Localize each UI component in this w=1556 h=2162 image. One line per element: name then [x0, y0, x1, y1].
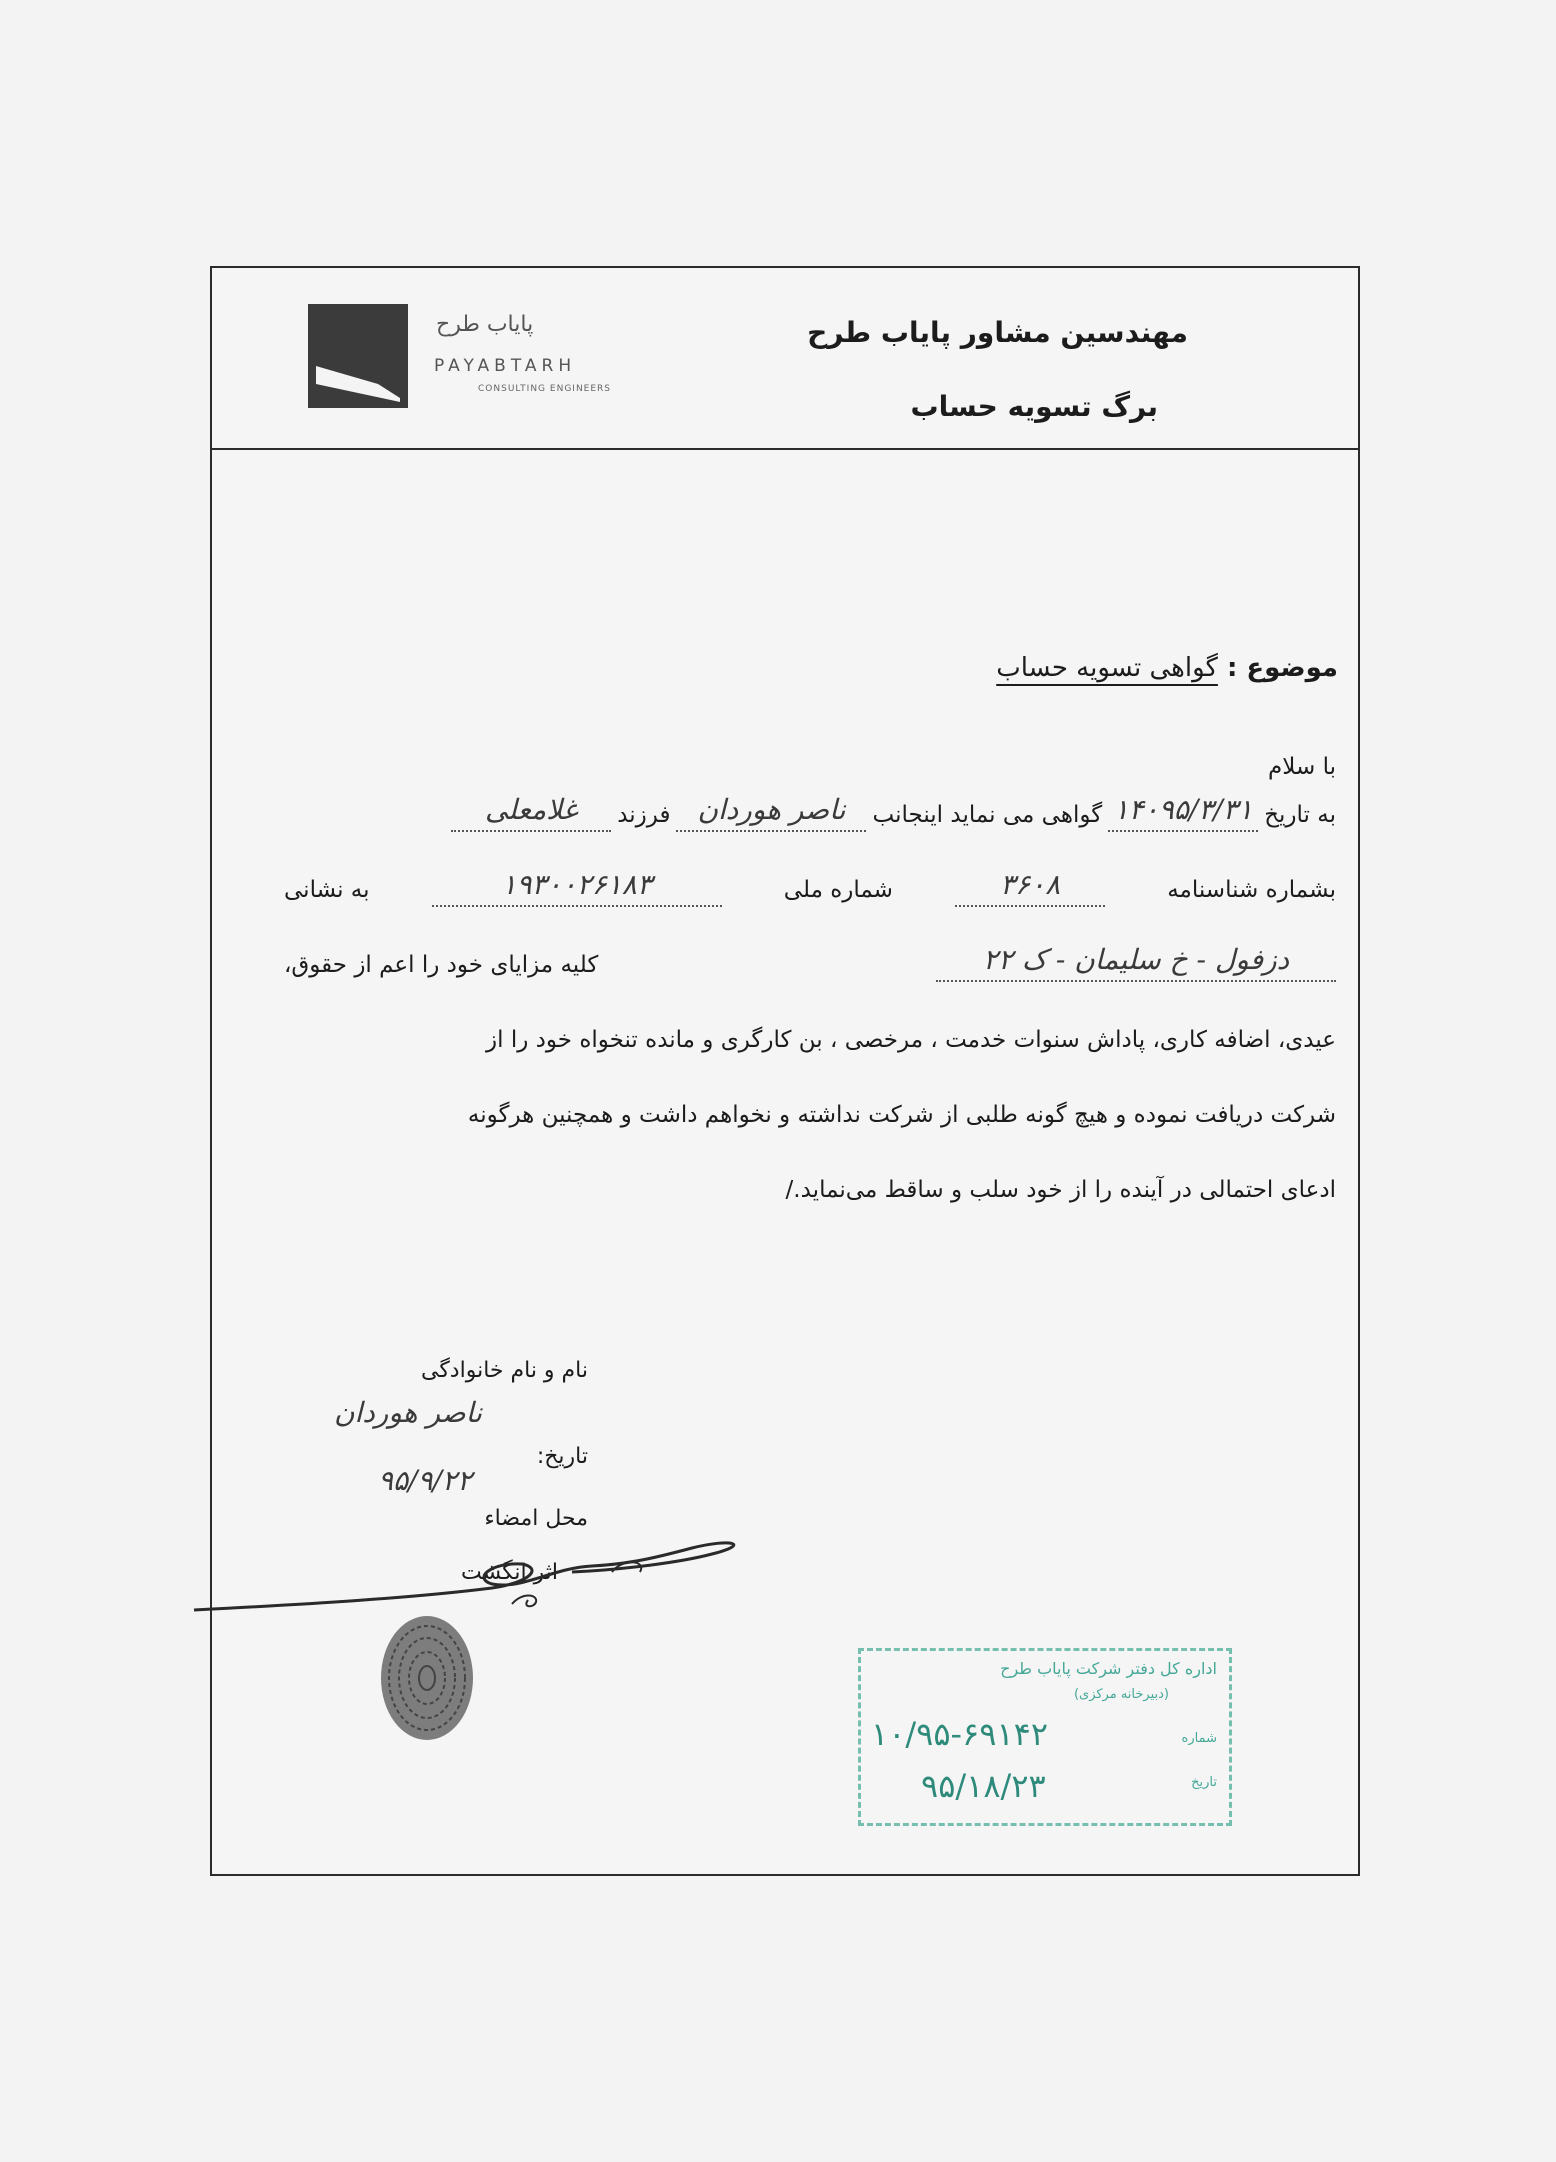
subject-label: موضوع :	[1226, 653, 1338, 683]
fingerprint-label: اثر انگشت	[461, 1560, 558, 1585]
address-field	[936, 943, 1336, 982]
document-header	[212, 268, 1358, 450]
logo-mark-icon	[308, 304, 408, 408]
father-name-handwritten: غلامعلی	[484, 793, 578, 826]
national-id-prefix: شماره ملی	[783, 877, 893, 903]
logo-subtitle: CONSULTING ENGINEERS	[478, 384, 612, 394]
date-handwritten: ۱۴۰۹۵/۳/۳۱	[1113, 793, 1253, 826]
benefits-text: کلیه مزایای خود را اعم از حقوق،	[284, 952, 599, 978]
body-line-2	[284, 868, 1336, 952]
employee-name-field	[676, 793, 866, 832]
stamp-number-value: ۱۰/۹۵-۶۹۱۴۲	[871, 1715, 1049, 1753]
national-id-handwritten: ۱۹۳۰۰۲۶۱۸۳	[501, 868, 652, 901]
form-title: برگ تسویه حساب	[910, 390, 1158, 423]
date-prefix: به تاریخ	[1264, 802, 1336, 828]
full-name-handwritten: ناصر هوردان	[333, 1396, 482, 1429]
id-prefix: بشماره شناسنامه	[1167, 877, 1336, 903]
body-line-4: عیدی، اضافه کاری، پاداش سنوات خدمت ، مرخصی ، بن کارگری و مانده تنخواه خود را از	[486, 1027, 1336, 1053]
subject-text: گواهی تسویه حساب	[996, 653, 1218, 683]
registration-stamp	[858, 1648, 1232, 1826]
date-field	[1108, 793, 1258, 832]
national-id-field	[432, 868, 722, 907]
fingerprint-icon	[372, 1608, 482, 1748]
company-name: مهندسین مشاور پایاب طرح	[807, 316, 1188, 349]
document-frame	[210, 266, 1360, 1876]
stamp-header: اداره کل دفتر شرکت پایاب طرح	[1000, 1659, 1217, 1678]
date-label: تاریخ:	[536, 1444, 588, 1469]
body-line-1	[284, 793, 1336, 877]
address-handwritten: دزفول - خ سلیمان - ک ۲۲	[982, 943, 1290, 976]
body-line-6: ادعای احتمالی در آینده را از خود سلب و ساقط می‌نماید./	[785, 1177, 1336, 1203]
certificate-body	[284, 754, 1336, 1252]
address-prefix: به نشانی	[284, 877, 370, 903]
signature-place-label: محل امضاء	[484, 1506, 588, 1531]
id-number-handwritten: ۳۶۰۸	[1000, 868, 1061, 901]
stamp-subheader: (دبیرخانه مرکزی)	[1073, 1687, 1169, 1702]
signature-scribble-icon	[192, 1508, 752, 1618]
company-logo	[308, 304, 668, 414]
greeting: با سلام	[1268, 754, 1336, 780]
father-prefix: فرزند	[617, 802, 671, 828]
id-number-field	[955, 868, 1105, 907]
stamp-date-value: ۹۵/۱۸/۲۳	[921, 1767, 1046, 1805]
stamp-number-label: شماره	[1181, 1731, 1217, 1746]
date-handwritten-sign: ۹۵/۹/۲۲	[377, 1464, 472, 1497]
logo-text-en: PAYABTARH	[434, 356, 577, 376]
body-line-5: شرکت دریافت نموده و هیچ گونه طلبی از شرکت نداشته و نخواهم داشت و همچنین هرگونه	[467, 1102, 1336, 1128]
employee-name-handwritten: ناصر هوردان	[697, 793, 846, 826]
body-line-3	[284, 943, 1336, 1027]
full-name-label: نام و نام خانوادگی	[420, 1358, 588, 1383]
logo-text-fa: پایاب طرح	[436, 312, 534, 337]
subject-line	[996, 653, 1338, 683]
father-name-field	[451, 793, 611, 832]
stamp-date-label: تاریخ	[1191, 1775, 1217, 1790]
declaration-text: گواهی می نماید اینجانب	[872, 802, 1103, 828]
